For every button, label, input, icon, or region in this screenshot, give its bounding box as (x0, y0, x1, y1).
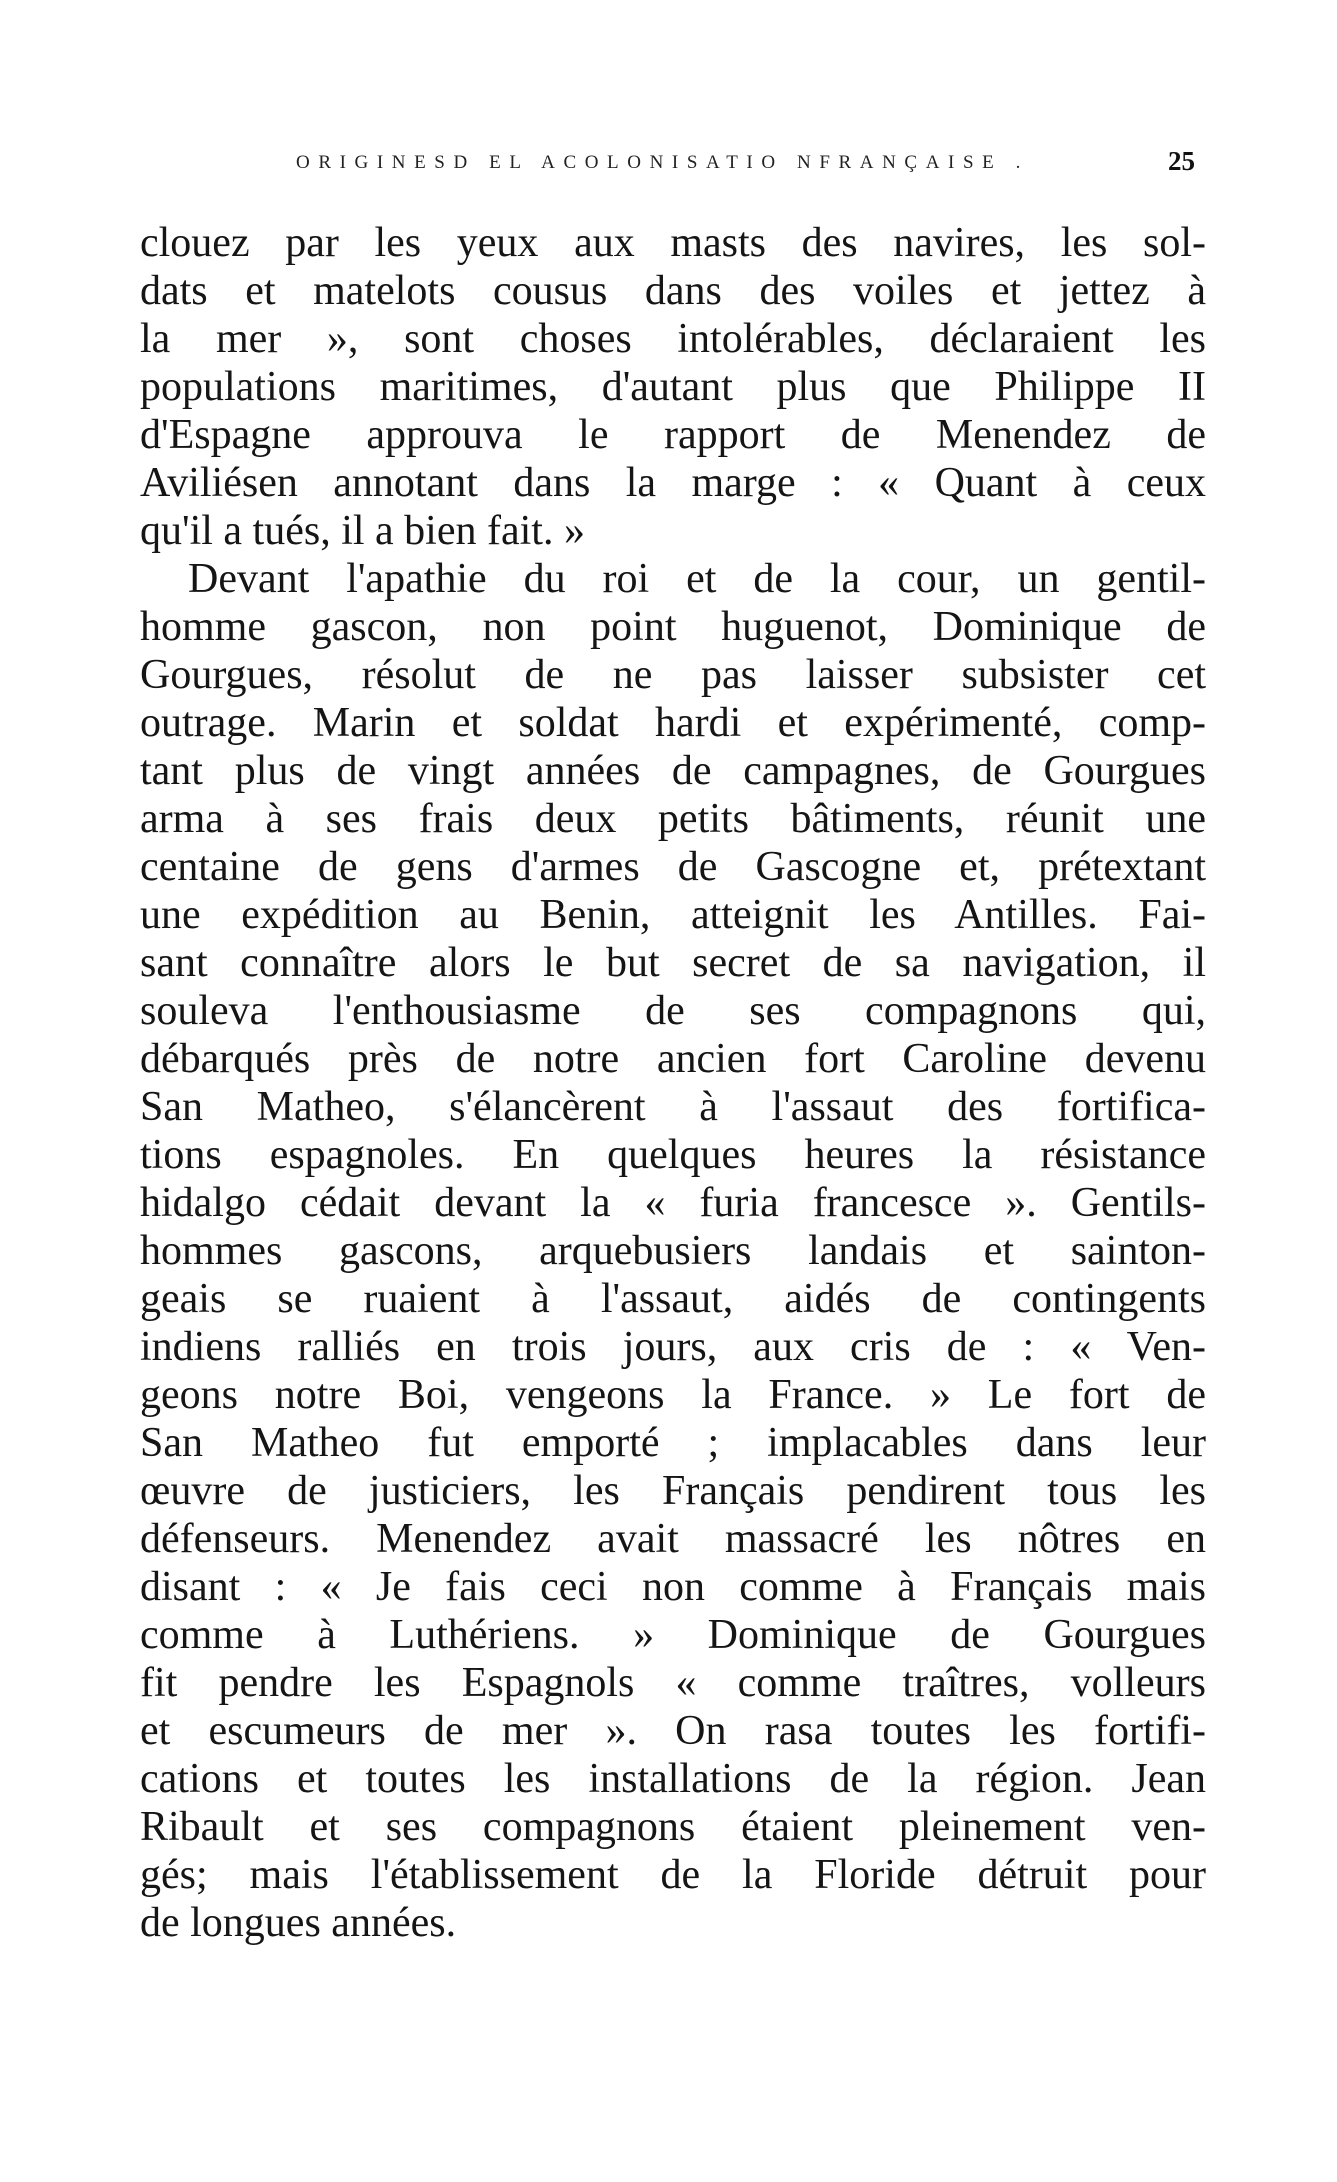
text-line: centaine de gens d'armes de Gascogne et, prétextant (140, 844, 1206, 890)
text-line: sant connaître alors le but secret de sa navigation, il (140, 940, 1206, 986)
page-number: 25 (1168, 146, 1195, 176)
text-line: une expédition au Benin, atteignit les Antilles. Fai- (140, 892, 1206, 938)
text-line: Gourgues, résolut de ne pas laisser subsister cet (140, 652, 1206, 698)
text-line: souleva l'enthousiasme de ses compagnons qui, (140, 988, 1206, 1034)
text-line: outrage. Marin et soldat hardi et expérimenté, comp- (140, 700, 1206, 746)
text-line: qu'il a tués, il a bien fait. » (140, 508, 585, 554)
text-line: d'Espagne approuva le rapport de Menendez de (140, 412, 1206, 458)
body-text (140, 219, 1206, 1947)
text-line: dats et matelots cousus dans des voiles et jettez à (140, 268, 1206, 314)
text-line: de longues années. (140, 1900, 457, 1946)
text-line: hidalgo cédait devant la « furia francesce ». Gentils- (140, 1180, 1206, 1226)
text-line: tant plus de vingt années de campagnes, de Gourgues (140, 748, 1206, 794)
text-line: tions espagnoles. En quelques heures la résistance (140, 1132, 1206, 1178)
text-line: indiens ralliés en trois jours, aux cris de : « Ven- (140, 1324, 1206, 1370)
text-line: gés; mais l'établissement de la Floride détruit pour (140, 1852, 1206, 1898)
text-line: San Matheo, s'élancèrent à l'assaut des fortifica- (140, 1084, 1206, 1130)
text-line: œuvre de justiciers, les Français pendirent tous les (140, 1468, 1206, 1514)
text-line: geais se ruaient à l'assaut, aidés de contingents (140, 1276, 1206, 1322)
text-line: geons notre Boi, vengeons la France. » Le fort de (140, 1372, 1206, 1418)
text-line: San Matheo fut emporté ; implacables dans leur (140, 1420, 1206, 1466)
text-line: fit pendre les Espagnols « comme traîtres, volleurs (140, 1660, 1206, 1706)
text-line: clouez par les yeux aux masts des navires, les sol- (140, 220, 1206, 266)
text-line: la mer », sont choses intolérables, déclaraient les (140, 316, 1206, 362)
text-line: débarqués près de notre ancien fort Caroline devenu (140, 1036, 1206, 1082)
text-line: Devant l'apathie du roi et de la cour, un gentil- (188, 556, 1206, 602)
text-line: Ribault et ses compagnons étaient pleinement ven- (140, 1804, 1206, 1850)
text-line: et escumeurs de mer ». On rasa toutes les fortifi- (140, 1708, 1206, 1754)
running-head: ORIGINESD EL ACOLONISATIO NFRANÇAISE . (296, 152, 1030, 173)
text-line: arma à ses frais deux petits bâtiments, réunit une (140, 796, 1206, 842)
text-line: cations et toutes les installations de la région. Jean (140, 1756, 1206, 1802)
text-line: comme à Luthériens. » Dominique de Gourgues (140, 1612, 1206, 1658)
text-line: défenseurs. Menendez avait massacré les nôtres en (140, 1516, 1206, 1562)
text-line: Aviliésen annotant dans la marge : « Quant à ceux (140, 460, 1206, 506)
text-line: hommes gascons, arquebusiers landais et sainton- (140, 1228, 1206, 1274)
text-line: disant : « Je fais ceci non comme à Français mais (140, 1564, 1206, 1610)
text-line: homme gascon, non point huguenot, Dominique de (140, 604, 1206, 650)
text-line: populations maritimes, d'autant plus que Philippe II (140, 364, 1206, 410)
